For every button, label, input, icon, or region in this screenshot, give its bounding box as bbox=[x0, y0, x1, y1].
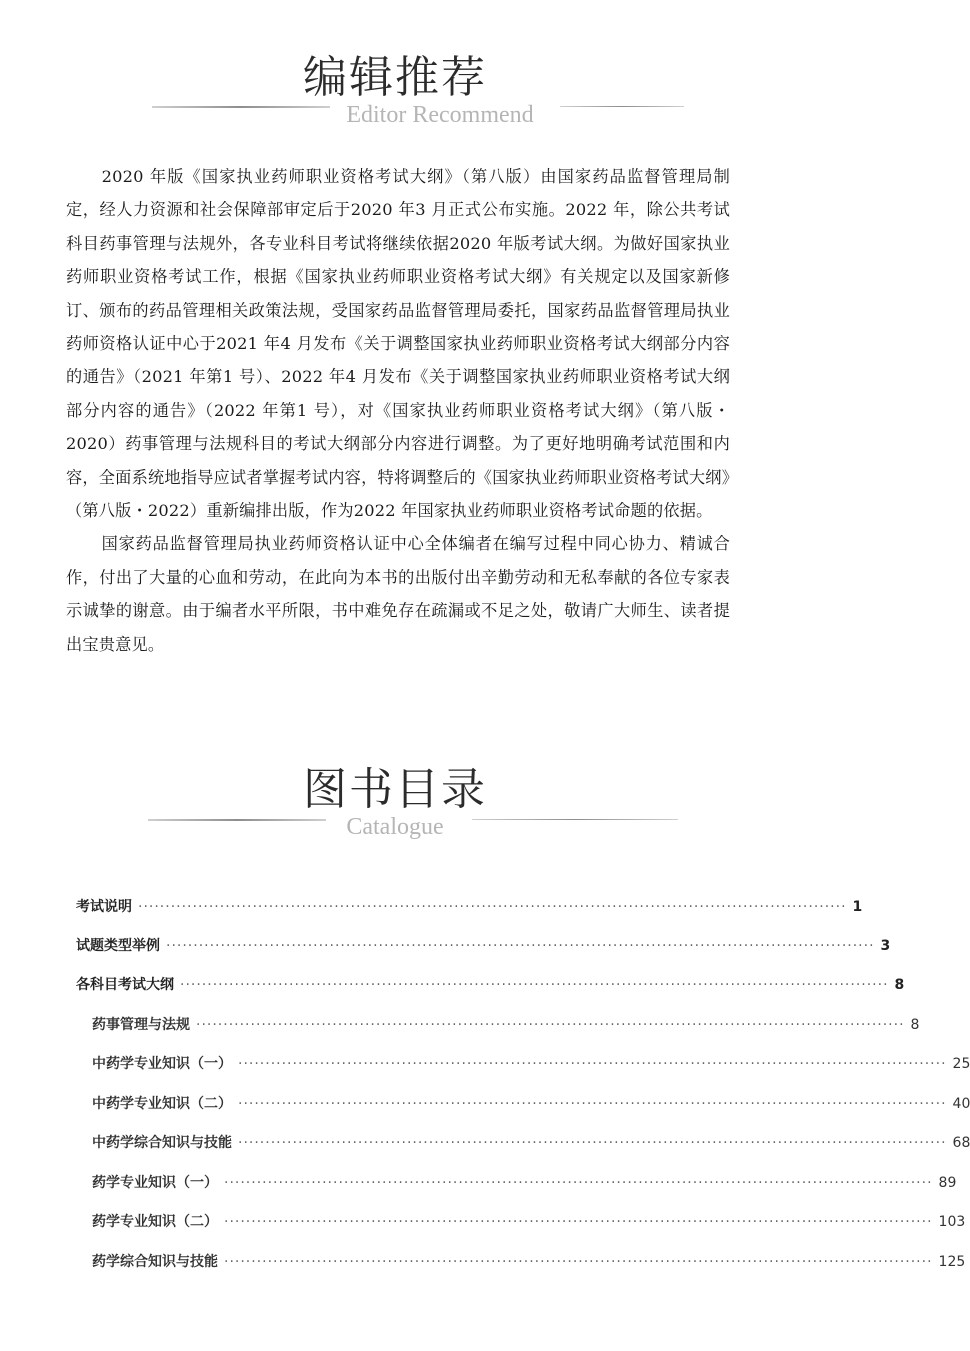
toc-entry-page: 68 bbox=[952, 1135, 970, 1151]
toc-entry[interactable] bbox=[92, 1014, 920, 1034]
toc-entry[interactable] bbox=[92, 1093, 970, 1113]
toc-entry-page: 8 bbox=[894, 977, 905, 993]
toc-entry-label: 试题类型举例 bbox=[76, 938, 160, 954]
toc-leader-dots: ·································································································································· bbox=[238, 1096, 947, 1112]
toc-entry-label: 考试说明 bbox=[76, 899, 132, 915]
toc-leader-dots: ·································································································································· bbox=[238, 1135, 947, 1151]
toc-leader-dots: ·································································································································· bbox=[180, 977, 889, 993]
toc-entry-label: 中药学综合知识与技能 bbox=[92, 1135, 232, 1151]
toc-leader-dots: ·································································································································· bbox=[224, 1254, 933, 1270]
toc-entry[interactable] bbox=[92, 1132, 970, 1152]
toc-leader-dots: ·································································································································· bbox=[166, 938, 875, 954]
toc-entry-page: 40 bbox=[952, 1096, 970, 1112]
toc-entry-page: 125 bbox=[938, 1254, 966, 1270]
intro-paragraph-2: 国家药品监督管理局执业药师资格认证中心全体编者在编写过程中同心协力、精诚合作，付出了大量的心血和劳动，在此向为本书的出版付出辛勤劳动和无私奉献的各位专家表示诚挚的谢意。由于编者水平所限，书中难免存在疏漏或不足之处，敬请广大师生、读者提出宝贵意见。 bbox=[66, 534, 730, 654]
toc-leader-dots: ·································································································································· bbox=[224, 1175, 933, 1191]
toc-leader-dots: ·································································································································· bbox=[196, 1017, 905, 1033]
toc-entry-label: 各科目考试大纲 bbox=[76, 977, 174, 993]
toc-leader-dots: ·································································································································· bbox=[224, 1214, 933, 1230]
intro-text bbox=[66, 160, 730, 661]
toc-entry[interactable] bbox=[76, 974, 905, 994]
toc-entry[interactable] bbox=[92, 1172, 957, 1192]
toc-entry-page: 103 bbox=[938, 1214, 966, 1230]
toc-entry[interactable] bbox=[92, 1053, 970, 1073]
toc-entry-page: 3 bbox=[880, 938, 891, 954]
editor-recommend-title: 编辑推荐 bbox=[303, 52, 487, 103]
toc-entry-page: 1 bbox=[852, 899, 863, 915]
catalogue-title: 图书目录 bbox=[303, 764, 487, 815]
toc-entry-label: 中药学专业知识（二） bbox=[92, 1096, 232, 1112]
editor-recommend-subtitle: Editor Recommend bbox=[346, 102, 534, 128]
toc-entry-page: 89 bbox=[938, 1175, 957, 1191]
intro-paragraph-1: 2020 年版《国家执业药师职业资格考试大纲》（第八版）由国家药品监督管理局制定，经人力资源和社会保障部审定后于2020 年3 月正式公布实施。2022 年，除公共考试科目药事管理与法规外，各专业科目考试将继续依据2020 年版考试大纲。为做好国家执业药师职业资格考试工作，根据《国家执业药师职业资格考试大纲》有关规定以及国家新修订、颁布的药品管理相关政策法规，受国家药品监督管理局委托，国家药品监督管理局执业药师资格认证中心于2021 年4 月发布《关于调整国家执业药师职业资格考试大纲部分内容的通告》（2021 年第1 号）、2022 年4 月发布《关于调整国家执业药师职业资格考试大纲部分内容的通告》（2022 年第1 号），对《国家执业药师职业资格考试大纲》（第八版・2020）药事管理与法规科目的考试大纲部分内容进行调整。为了更好地明确考试范围和内容，全面系统地指导应试者掌握考试内容，特将调整后的《国家执业药师职业资格考试大纲》（第八版・2022）重新编排出版，作为2022 年国家执业药师职业资格考试命题的依据。 bbox=[66, 167, 730, 521]
toc-entry[interactable] bbox=[76, 896, 863, 916]
toc-entry[interactable] bbox=[92, 1211, 966, 1231]
catalogue-subtitle: Catalogue bbox=[346, 814, 444, 840]
toc-entry-label: 药学综合知识与技能 bbox=[92, 1254, 218, 1270]
toc-entry-label: 药学专业知识（二） bbox=[92, 1214, 218, 1230]
toc-entry[interactable] bbox=[92, 1251, 966, 1271]
toc-entry-label: 中药学专业知识（一） bbox=[92, 1056, 232, 1072]
toc-leader-dots: ·································································································································· bbox=[238, 1056, 947, 1072]
toc-entry[interactable] bbox=[76, 935, 891, 955]
toc-entry-page: 8 bbox=[910, 1017, 920, 1033]
toc-entry-label: 药事管理与法规 bbox=[92, 1017, 190, 1033]
toc-entry-page: 25 bbox=[952, 1056, 970, 1072]
toc-entry-label: 药学专业知识（一） bbox=[92, 1175, 218, 1191]
toc-leader-dots: ·································································································································· bbox=[138, 899, 847, 915]
